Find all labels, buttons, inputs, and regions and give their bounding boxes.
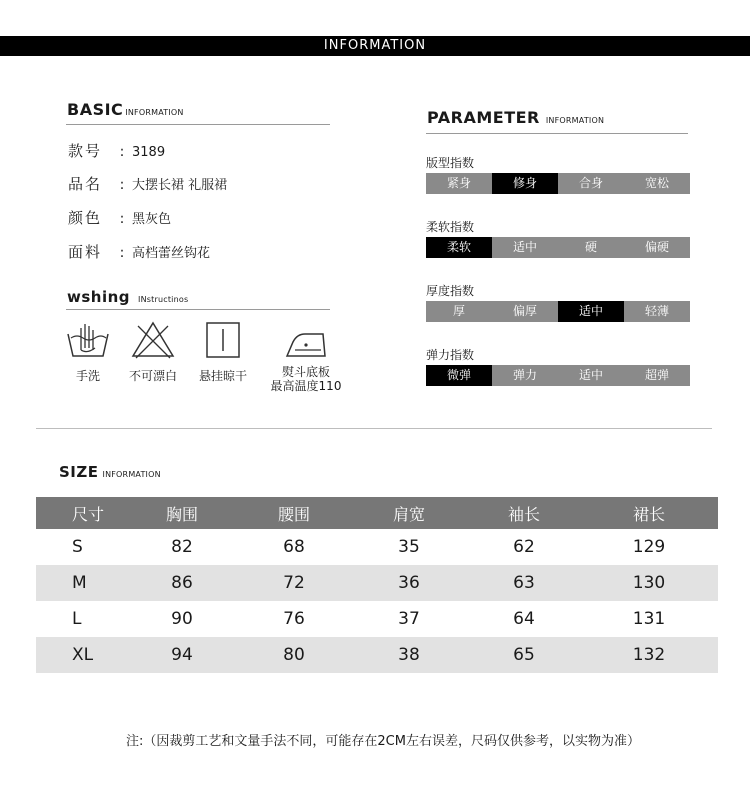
table-cell: 38	[398, 645, 420, 665]
table-row	[36, 637, 718, 673]
column-header: 裙长	[632, 504, 665, 524]
column-header: 尺寸	[72, 504, 105, 524]
washing-heading-main: wshing	[67, 288, 131, 306]
table-cell: S	[72, 537, 83, 557]
hand-wash-icon	[65, 320, 111, 360]
basic-row-name: 品名 : 大摆长裙 礼服裙	[68, 175, 228, 193]
size-table-header	[36, 497, 718, 529]
basic-heading-main: BASIC	[67, 100, 124, 119]
table-cell: 82	[171, 537, 193, 557]
param-option: 硬	[584, 240, 597, 254]
param-option: 合身	[578, 176, 603, 190]
table-cell: XL	[72, 645, 94, 665]
param-bar-softness	[426, 237, 690, 258]
care-label: 不可漂白	[128, 369, 177, 383]
param-title-fit: 版型指数	[426, 156, 475, 170]
care-hand-wash	[63, 320, 113, 383]
param-option: 轻薄	[644, 304, 669, 318]
param-option-selected: 适中	[558, 301, 624, 322]
table-cell: 76	[283, 609, 305, 629]
table-cell: 37	[398, 609, 420, 629]
size-heading	[59, 462, 161, 481]
section-divider	[36, 428, 712, 429]
size-heading-main: SIZE	[59, 463, 99, 481]
basic-row-fabric: 面料 : 高档蕾丝钩花	[68, 243, 211, 261]
hang-dry-icon	[200, 320, 246, 360]
table-row	[36, 529, 718, 565]
measurement-note: 注:（因裁剪工艺和文量手法不同，可能存在2CM左右误差，尺码仅供参考，以实物为准）	[126, 734, 640, 749]
table-row	[36, 601, 718, 637]
basic-label: 面料	[68, 243, 103, 261]
table-cell: M	[72, 573, 87, 593]
table-cell: 80	[283, 645, 305, 665]
iron-icon	[283, 326, 329, 360]
param-option: 宽松	[644, 176, 669, 190]
size-heading-sub: INFORMATION	[102, 470, 161, 479]
table-cell: 132	[632, 645, 666, 665]
care-label: 熨斗底板	[281, 365, 330, 379]
param-option: 偏硬	[644, 240, 669, 254]
param-bar-elasticity	[426, 365, 690, 386]
size-table	[36, 497, 718, 673]
banner-title: INFORMATION	[310, 36, 440, 56]
basic-heading	[67, 100, 184, 119]
table-cell: 64	[513, 609, 535, 629]
param-title-thickness: 厚度指数	[426, 284, 475, 298]
column-header: 胸围	[165, 504, 198, 524]
param-option: 厚	[452, 304, 465, 318]
param-option: 适中	[512, 240, 537, 254]
table-cell: 62	[513, 537, 535, 557]
param-option: 适中	[578, 368, 603, 382]
column-header: 肩宽	[392, 504, 425, 524]
parameter-heading-main: PARAMETER	[427, 108, 540, 127]
column-header: 腰围	[277, 504, 310, 524]
param-option-selected: 修身	[492, 173, 558, 194]
param-bar-fit	[426, 173, 690, 194]
care-label: 悬挂晾干	[198, 369, 247, 383]
parameter-heading	[427, 108, 604, 127]
basic-value: 黑灰色	[132, 212, 172, 227]
param-option-selected: 柔软	[426, 237, 492, 258]
no-bleach-icon	[130, 320, 176, 360]
table-cell: 36	[398, 573, 420, 593]
param-option: 弹力	[512, 368, 537, 382]
param-option: 偏厚	[512, 304, 537, 318]
table-cell: 63	[513, 573, 535, 593]
care-iron	[264, 326, 348, 393]
care-label: 手洗	[75, 369, 100, 383]
top-banner	[0, 36, 750, 56]
basic-row-style-no: 款号 : 3189	[68, 142, 166, 160]
table-cell: 86	[171, 573, 193, 593]
table-cell: L	[72, 609, 82, 629]
basic-label: 款号	[68, 142, 103, 160]
table-cell: 94	[171, 645, 193, 665]
basic-heading-sub: INFORMATION	[125, 108, 184, 117]
basic-value: 大摆长裙 礼服裙	[132, 178, 228, 193]
param-option-selected: 微弹	[426, 365, 492, 386]
table-cell: 130	[632, 573, 666, 593]
param-title-elasticity: 弹力指数	[426, 348, 475, 362]
care-hang-dry	[192, 320, 254, 383]
care-label-line2: 最高温度110	[270, 379, 342, 393]
param-title-softness: 柔软指数	[426, 220, 475, 234]
param-option: 紧身	[446, 176, 471, 190]
table-cell: 129	[632, 537, 666, 557]
table-cell: 68	[283, 537, 305, 557]
basic-label: 颜色	[68, 209, 103, 227]
basic-row-color: 颜色 : 黑灰色	[68, 209, 172, 227]
parameter-heading-sub: INFORMATION	[545, 116, 605, 125]
basic-value: 3189	[132, 145, 166, 160]
param-bar-thickness	[426, 301, 690, 322]
washing-heading	[67, 287, 188, 306]
parameter-rule	[426, 133, 688, 134]
table-cell: 72	[283, 573, 305, 593]
basic-rule	[66, 124, 330, 125]
param-option: 超弹	[644, 368, 669, 382]
column-header: 袖长	[507, 504, 540, 524]
basic-label: 品名	[68, 175, 103, 193]
table-cell: 65	[513, 645, 535, 665]
washing-heading-sub: INstructinos	[138, 295, 189, 304]
basic-value: 高档蕾丝钩花	[132, 246, 211, 261]
care-no-bleach	[122, 320, 184, 383]
table-cell: 90	[171, 609, 193, 629]
table-cell: 35	[398, 537, 420, 557]
washing-rule	[66, 309, 330, 310]
table-cell: 131	[632, 609, 666, 629]
table-row	[36, 565, 718, 601]
